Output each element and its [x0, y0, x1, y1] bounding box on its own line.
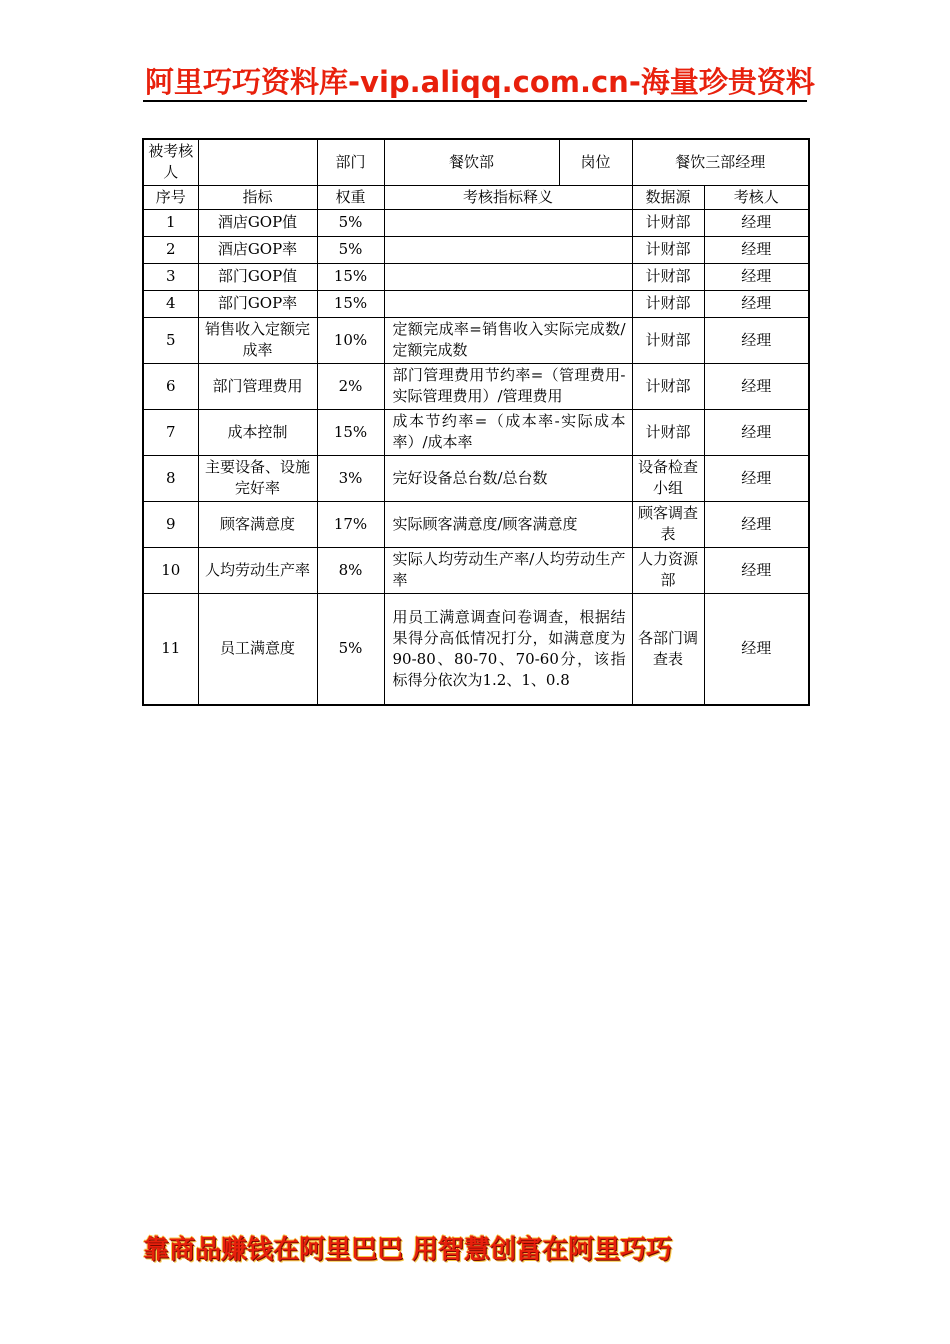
- row-assessor: 经理: [704, 236, 809, 263]
- col-header-weight: 权重: [317, 185, 384, 209]
- row-assessor: 经理: [704, 263, 809, 290]
- row-weight: 3%: [317, 455, 384, 501]
- row-definition: 实际人均劳动生产率/人均劳动生产率: [384, 547, 632, 593]
- row-assessor: 经理: [704, 363, 809, 409]
- col-header-no: 序号: [143, 185, 198, 209]
- post-value: 餐饮三部经理: [632, 139, 809, 185]
- row-definition: 用员工满意调查问卷调查，根据结果得分高低情况打分，如满意度为90-80、80-70、70-60分，该指标得分依次为1.2、1、0.8: [384, 593, 632, 705]
- row-definition: 成本节约率=（成本率-实际成本率）/成本率: [384, 409, 632, 455]
- table-row: [143, 593, 809, 705]
- row-assessor: 经理: [704, 501, 809, 547]
- row-no: 4: [143, 290, 198, 317]
- table-row: [143, 209, 809, 236]
- row-no: 2: [143, 236, 198, 263]
- row-indicator: 主要设备、设施完好率: [198, 455, 317, 501]
- col-header-definition: 考核指标释义: [384, 185, 632, 209]
- table-row: [143, 263, 809, 290]
- header-divider: [143, 100, 807, 102]
- row-weight: 5%: [317, 593, 384, 705]
- row-indicator: 部门管理费用: [198, 363, 317, 409]
- dept-value: 餐饮部: [384, 139, 559, 185]
- row-definition: [384, 263, 632, 290]
- row-definition: 部门管理费用节约率=（管理费用-实际管理费用）/管理费用: [384, 363, 632, 409]
- row-no: 6: [143, 363, 198, 409]
- row-indicator: 员工满意度: [198, 593, 317, 705]
- row-weight: 8%: [317, 547, 384, 593]
- row-definition: [384, 236, 632, 263]
- row-indicator: 部门GOP值: [198, 263, 317, 290]
- row-assessor: 经理: [704, 290, 809, 317]
- row-no: 8: [143, 455, 198, 501]
- row-indicator: 顾客满意度: [198, 501, 317, 547]
- table-row: [143, 409, 809, 455]
- row-weight: 2%: [317, 363, 384, 409]
- row-indicator: 销售收入定额完成率: [198, 317, 317, 363]
- row-no: 3: [143, 263, 198, 290]
- row-indicator: 人均劳动生产率: [198, 547, 317, 593]
- row-weight: 5%: [317, 209, 384, 236]
- info-row: [143, 139, 809, 185]
- dept-label: 部门: [317, 139, 384, 185]
- kpi-table: [142, 138, 810, 706]
- table-row: [143, 501, 809, 547]
- row-source: 顾客调查表: [632, 501, 704, 547]
- row-source: 计财部: [632, 317, 704, 363]
- row-assessor: 经理: [704, 455, 809, 501]
- table-row: [143, 455, 809, 501]
- row-assessor: 经理: [704, 547, 809, 593]
- col-header-indicator: 指标: [198, 185, 317, 209]
- row-no: 5: [143, 317, 198, 363]
- row-indicator: 酒店GOP值: [198, 209, 317, 236]
- row-source: 计财部: [632, 236, 704, 263]
- row-definition: 定额完成率=销售收入实际完成数/定额完成数: [384, 317, 632, 363]
- header-row: [143, 185, 809, 209]
- row-weight: 15%: [317, 290, 384, 317]
- row-source: 计财部: [632, 290, 704, 317]
- row-definition: 完好设备总台数/总台数: [384, 455, 632, 501]
- col-header-assessor: 考核人: [704, 185, 809, 209]
- row-no: 7: [143, 409, 198, 455]
- table-row: [143, 547, 809, 593]
- row-source: 设备检查小组: [632, 455, 704, 501]
- post-label: 岗位: [559, 139, 632, 185]
- row-source: 人力资源部: [632, 547, 704, 593]
- row-indicator: 成本控制: [198, 409, 317, 455]
- row-weight: 10%: [317, 317, 384, 363]
- row-source: 计财部: [632, 209, 704, 236]
- row-weight: 15%: [317, 263, 384, 290]
- table-row: [143, 317, 809, 363]
- row-weight: 5%: [317, 236, 384, 263]
- row-assessor: 经理: [704, 317, 809, 363]
- row-source: 各部门调查表: [632, 593, 704, 705]
- row-no: 11: [143, 593, 198, 705]
- row-assessor: 经理: [704, 409, 809, 455]
- row-indicator: 部门GOP率: [198, 290, 317, 317]
- row-assessor: 经理: [704, 593, 809, 705]
- examinee-value: [198, 139, 317, 185]
- row-source: 计财部: [632, 409, 704, 455]
- row-definition: 实际顾客满意度/顾客满意度: [384, 501, 632, 547]
- row-no: 9: [143, 501, 198, 547]
- row-no: 1: [143, 209, 198, 236]
- footer-banner: 靠商品赚钱在阿里巴巴 用智慧创富在阿里巧巧: [143, 1235, 673, 1265]
- row-weight: 17%: [317, 501, 384, 547]
- row-definition: [384, 209, 632, 236]
- row-assessor: 经理: [704, 209, 809, 236]
- examinee-label: 被考核人: [143, 139, 198, 185]
- table-row: [143, 236, 809, 263]
- row-no: 10: [143, 547, 198, 593]
- row-weight: 15%: [317, 409, 384, 455]
- table-row: [143, 290, 809, 317]
- header-banner: 阿里巧巧资料库-vip.aliqq.com.cn-海量珍贵资料: [145, 65, 815, 99]
- row-source: 计财部: [632, 263, 704, 290]
- row-indicator: 酒店GOP率: [198, 236, 317, 263]
- row-definition: [384, 290, 632, 317]
- table-row: [143, 363, 809, 409]
- col-header-source: 数据源: [632, 185, 704, 209]
- row-source: 计财部: [632, 363, 704, 409]
